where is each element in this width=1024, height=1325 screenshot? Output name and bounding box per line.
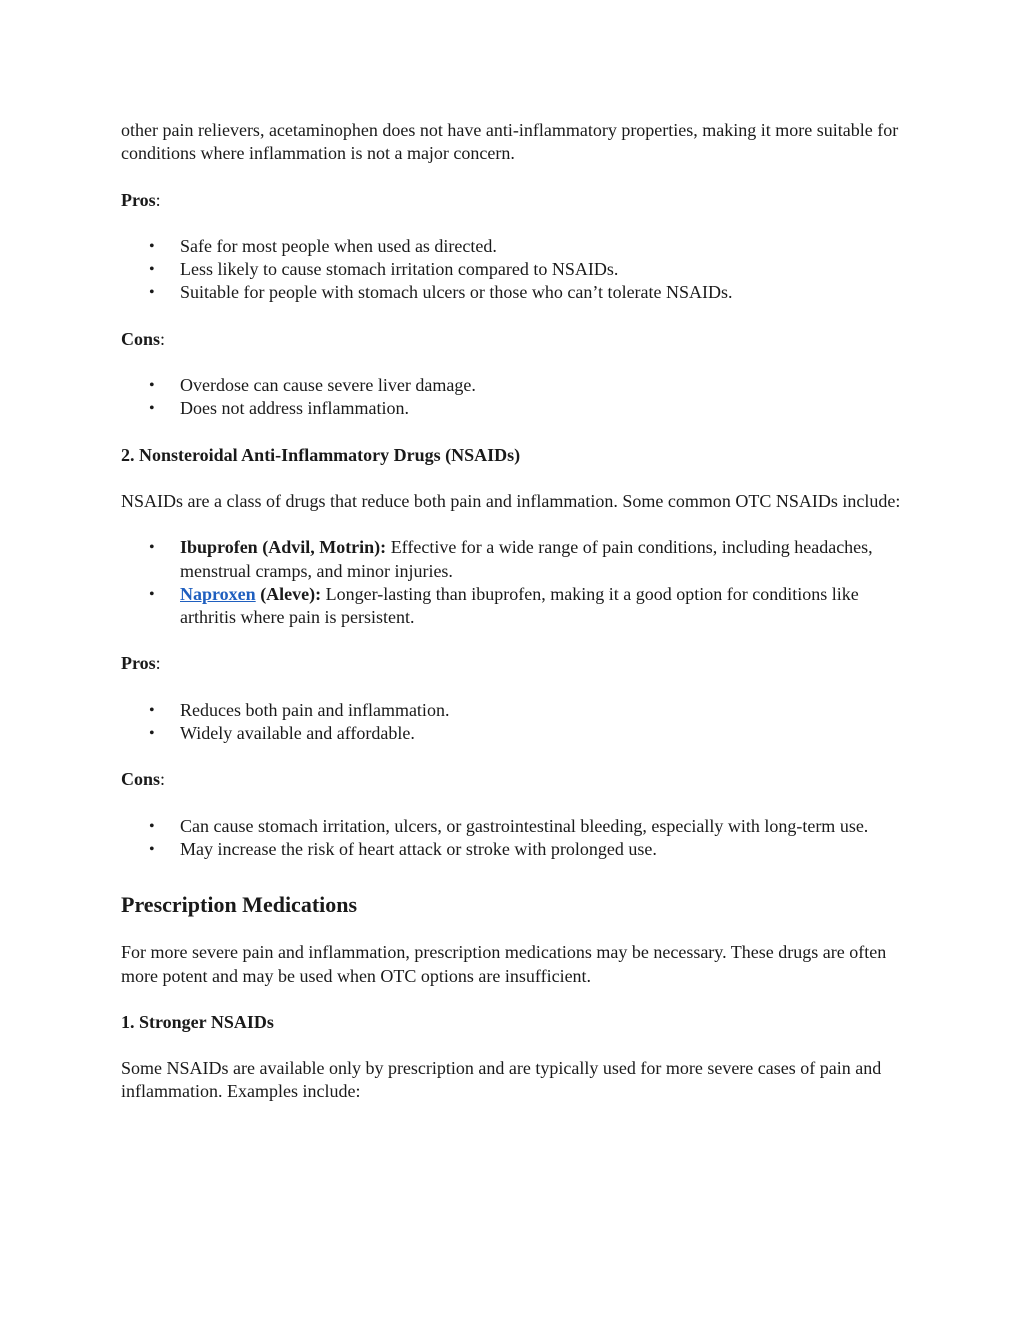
list-item: • Safe for most people when used as directed. (121, 235, 911, 258)
acetaminophen-pros-list (121, 235, 911, 305)
intro-paragraph: other pain relievers, acetaminophen does not have anti-inflammatory properties, making it more suitable for conditions where inflammation is not a major concern. (121, 120, 899, 164)
naproxen-link[interactable]: Naproxen (180, 583, 256, 604)
acetaminophen-cons-label (121, 328, 911, 351)
ibuprofen-description: Effective for a wide range of pain conditions, including headaches, menstrual cramps, and minor injuries. (180, 537, 873, 581)
colon: : (160, 769, 166, 790)
naproxen-description: Longer-lasting than ibuprofen, making it a good option for conditions like arthritis where pain is persistent. (180, 583, 859, 628)
nsaids-examples-list (121, 536, 911, 629)
stronger-nsaids-paragraph: Some NSAIDs are available only by prescription and are typically used for more severe cases of pain and inflammation. Examples include: (121, 1058, 882, 1102)
nsaids-pros-list (121, 699, 911, 746)
prescription-paragraph: For more severe pain and inflammation, prescription medications may be necessary. These drugs are often more potent and may be used when OTC options are insufficient. (121, 942, 887, 986)
list-item-naproxen (121, 583, 911, 630)
colon: : (160, 328, 166, 349)
list-item: • Reduces both pain and inflammation. (121, 699, 911, 722)
naproxen-brand: (Aleve): (255, 583, 322, 604)
list-item: • Suitable for people with stomach ulcers or those who can’t tolerate NSAIDs. (121, 281, 911, 304)
list-item: • May increase the risk of heart attack or stroke with prolonged use. (121, 838, 911, 861)
nsaids-description: NSAIDs are a class of drugs that reduce both pain and inflammation. Some common OTC NSAIDs include: (121, 490, 901, 511)
acetaminophen-cons-list (121, 374, 911, 421)
ibuprofen-name: Ibuprofen (Advil, Motrin): (180, 537, 387, 558)
nsaids-cons-label (121, 768, 911, 791)
list-item: • Can cause stomach irritation, ulcers, or gastrointestinal bleeding, especially with long-term use. (121, 815, 911, 838)
colon: : (155, 189, 161, 210)
list-item: • Overdose can cause severe liver damage. (121, 374, 911, 397)
list-item: • Less likely to cause stomach irritation compared to NSAIDs. (121, 258, 911, 281)
cons-label-text: Cons (121, 328, 161, 349)
pros-label-text: Pros (121, 189, 156, 210)
document-page (121, 119, 911, 1104)
nsaids-cons-list (121, 815, 911, 862)
pros-label-text: Pros (121, 653, 156, 674)
nsaids-pros-label (121, 652, 911, 675)
colon: : (155, 653, 161, 674)
stronger-nsaids-heading: 1. Stronger NSAIDs (121, 1011, 274, 1032)
prescription-heading: Prescription Medications (121, 892, 358, 918)
nsaids-heading: 2. Nonsteroidal Anti-Inflammatory Drugs (NSAIDs) (121, 444, 521, 465)
list-item: • Widely available and affordable. (121, 722, 911, 745)
cons-label-text: Cons (121, 769, 161, 790)
acetaminophen-pros-label (121, 189, 911, 212)
list-item-ibuprofen (121, 536, 911, 583)
list-item: • Does not address inflammation. (121, 397, 911, 420)
